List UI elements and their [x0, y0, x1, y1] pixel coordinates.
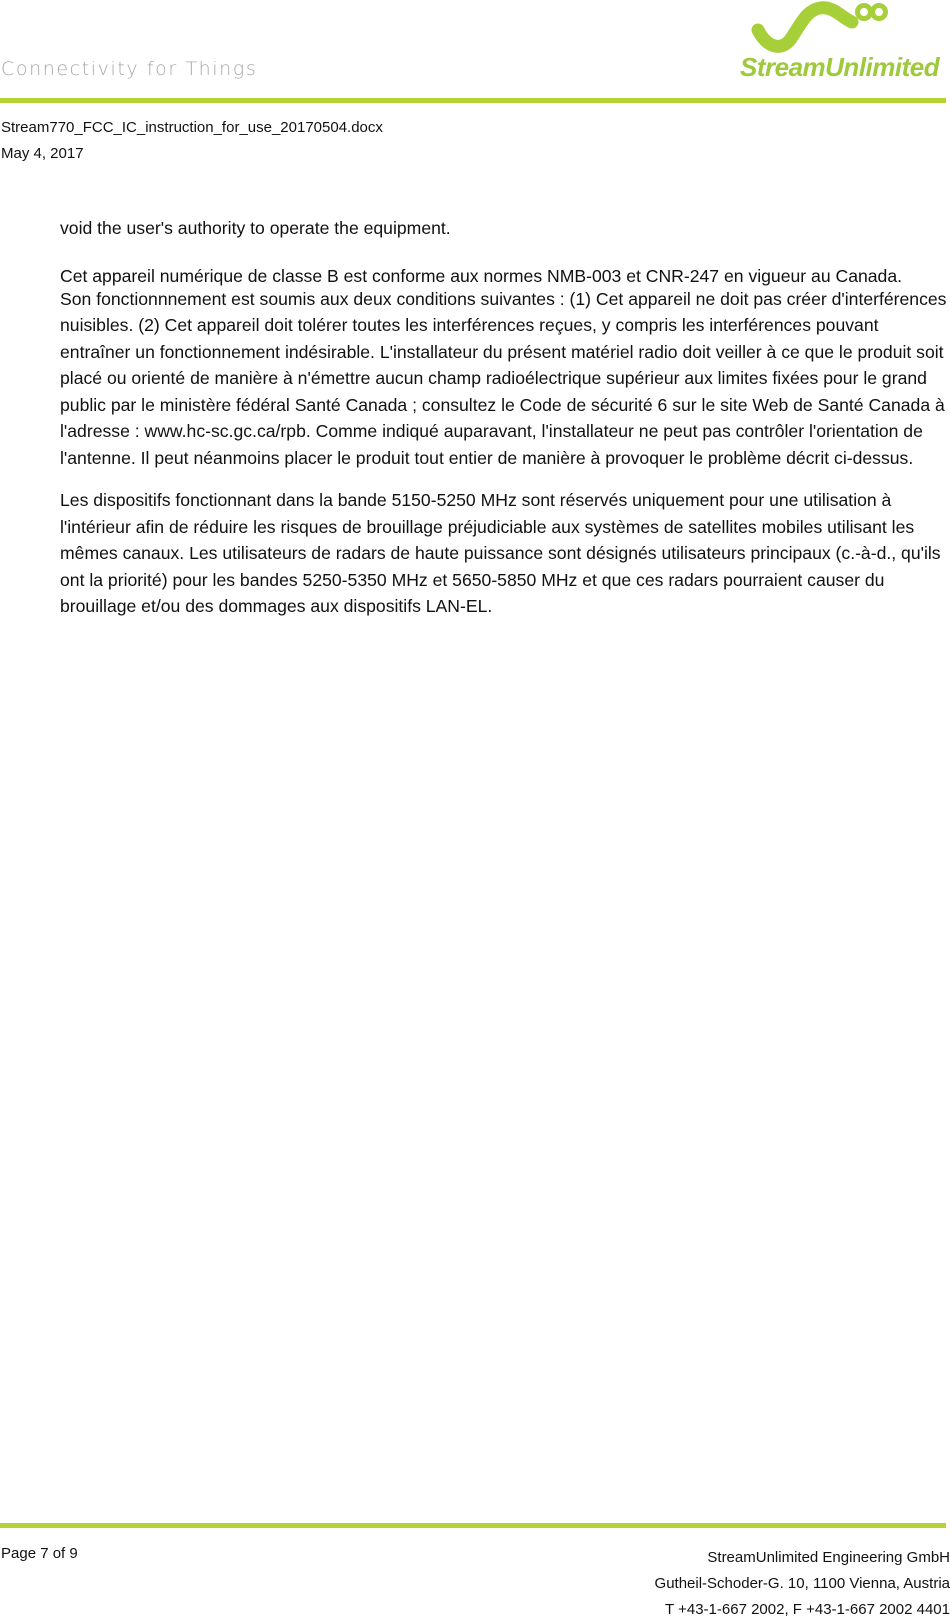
- body-paragraph: Cet appareil numérique de classe B est conforme aux normes NMB-003 et CNR-247 en vigueur au Canada.: [60, 265, 903, 286]
- body-paragraph: Les dispositifs fonctionnant dans la bande 5150-5250 MHz sont réservés uniquement pour une utilisation à l'intérieur afin de réduire les risques de brouillage préjudiciable aux systèmes de satellites mobiles utilisant les mêmes canaux. Les utilisateurs de radars de haute puissance sont désignés utilisateurs principaux (c.-à-d., qu'ils ont la priorité) pour les bandes 5250-5350 MHz et 5650-5850 MHz et que ces radars pourraient causer du brouillage et/ou des dommages aux dispositifs LAN-EL.: [60, 490, 941, 616]
- logo-wordmark: StreamUnlimited: [740, 52, 940, 82]
- document-date: May 4, 2017: [1, 145, 84, 162]
- header-tagline: Connectivity for Things: [1, 58, 258, 80]
- company-phone: T +43-1-667 2002, F +43-1-667 2002 4401: [665, 1601, 950, 1618]
- header-divider: [0, 98, 946, 103]
- footer-divider: [0, 1523, 946, 1528]
- body-paragraph: void the user's authority to operate the equipment.: [60, 218, 451, 238]
- body-paragraph: Son fonctionnnement est soumis aux deux conditions suivantes : (1) Cet appareil ne doit pas créer d'interférences nuisibles. (2) Cet appareil doit tolérer toutes les interférences reçues, y compris les interférences pouvant entraîner un fonctionnement indésirable. L'installateur du présent matériel radio doit veiller à ce que le produit soit placé ou orienté de manière à n'émettre aucun champ radioélectrique supérieur aux limites fixées pour le grand public par le ministère fédéral Santé Canada ; consultez le Code de sécurité 6 sur le site Web de Santé Canada à l'adresse : www.hc-sc.gc.ca/rpb. Comme indiqué auparavant, l'installateur ne peut pas contrôler l'orientation de l'antenne. Il peut néanmoins placer le produit tout entier de manière à provoquer le problème décrit ci-dessus.: [60, 288, 947, 468]
- document-body: [60, 215, 950, 620]
- page-number: Page 7 of 9: [1, 1545, 78, 1562]
- streamunlimited-logo: [738, 0, 948, 86]
- document-filename: Stream770_FCC_IC_instruction_for_use_20170504.docx: [1, 119, 383, 136]
- logo-wave-icon: [738, 0, 948, 60]
- company-address-block: [655, 1545, 950, 1623]
- company-name: StreamUnlimited Engineering GmbH: [707, 1549, 950, 1566]
- company-address: Gutheil-Schoder-G. 10, 1100 Vienna, Austria: [654, 1575, 950, 1592]
